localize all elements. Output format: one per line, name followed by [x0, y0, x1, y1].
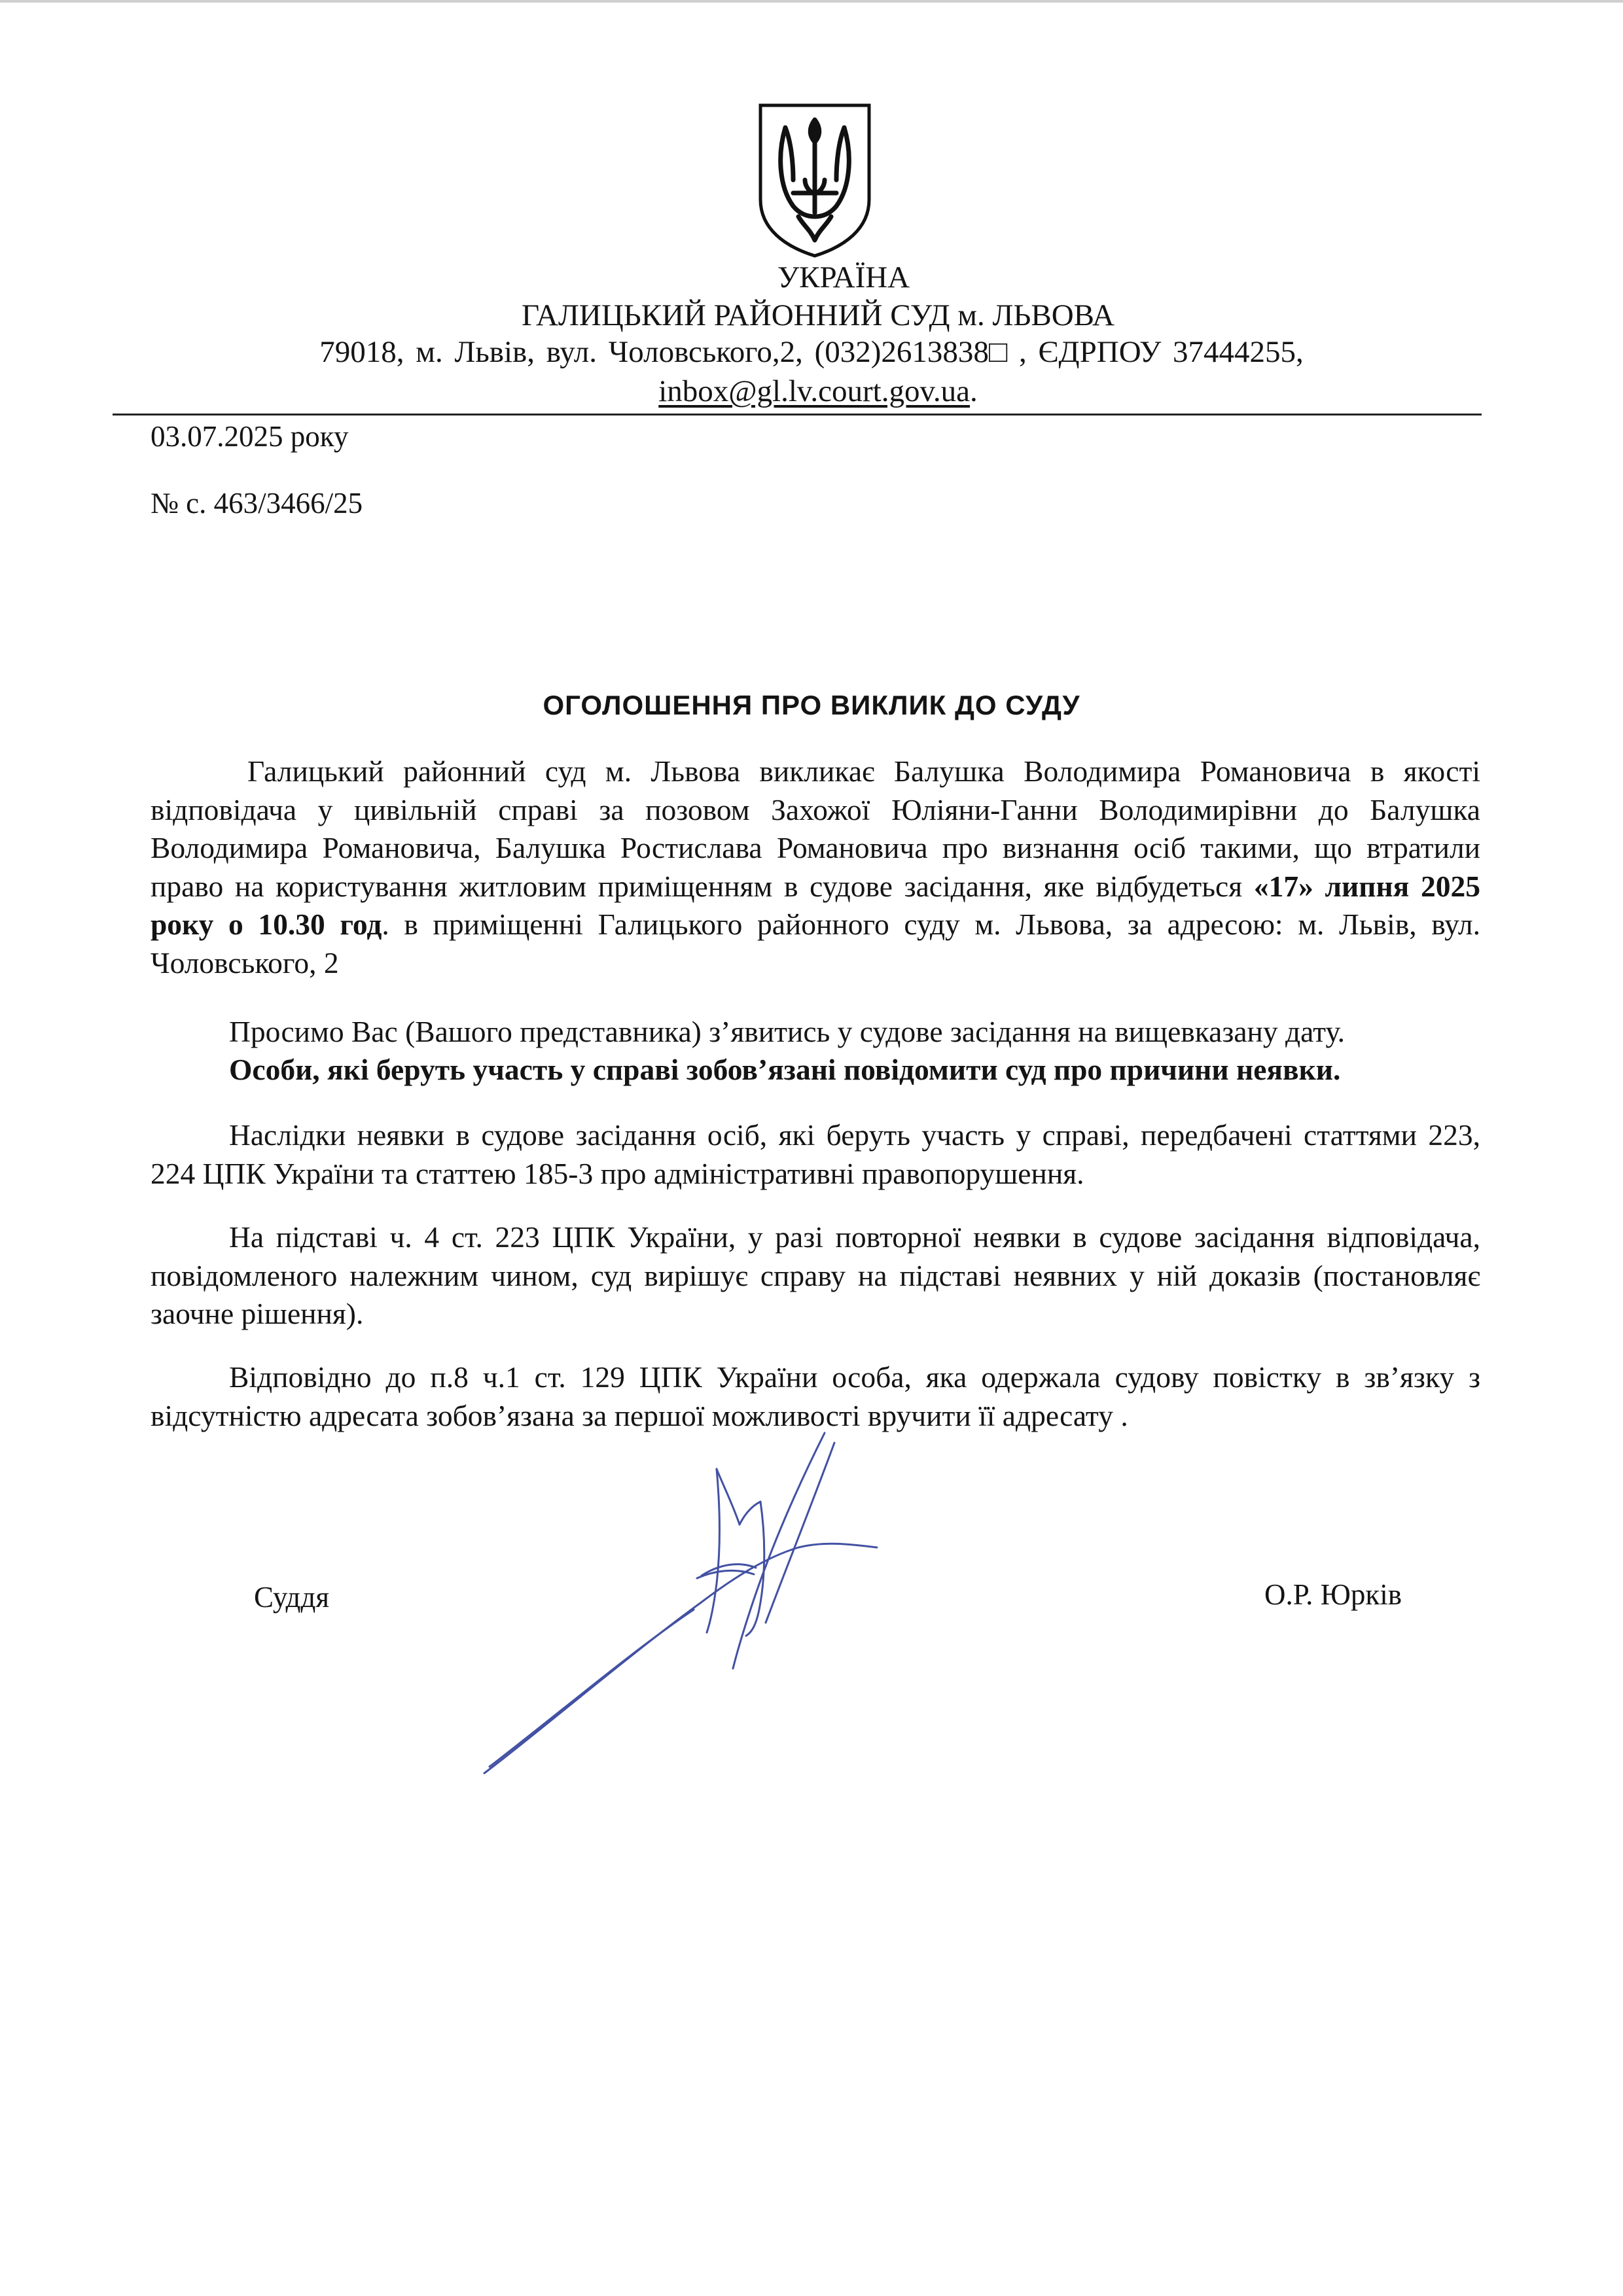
- document-number: № с. 463/3466/25: [151, 487, 363, 520]
- email-link[interactable]: inbox@gl.lv.court.gov.ua: [658, 374, 971, 408]
- court-name: ГАЛИЦЬКИЙ РАЙОННИЙ СУД м. ЛЬВОВА: [522, 298, 1115, 332]
- paragraph-default-judgment: На підставі ч. 4 ст. 223 ЦПК України, у разі повторної неявки в судове засідання відповідача, повідомленого належним чином, суд вирішує справу на підставі неявних у ній доказів (постановляє заочне рішення).: [151, 1220, 1480, 1330]
- handwritten-signature: [458, 1407, 982, 1799]
- paragraph-summons-text-b: . в приміщенні Галицького районного суду м. Львова, за адресою: м. Львів, вул. Чоловського, 2: [151, 908, 1480, 980]
- paragraph-summons: [151, 752, 1480, 982]
- document-title: ОГОЛОШЕННЯ ПРО ВИКЛИК ДО СУДУ: [543, 690, 1080, 720]
- hearing-datetime: «17» липня 2025 року о 10.30 год: [151, 869, 1480, 941]
- paragraph-consequences: Наслідки неявки в судове засідання осіб, які беруть участь у справі, передбачені статтями 223, 224 ЦПК України та статтею 185-3 про адміністративні правопорушення.: [151, 1118, 1480, 1190]
- email-suffix: .: [970, 374, 978, 408]
- paragraph-summons-text-a: Галицький районний суд м. Львова викликає Балушка Володимира Романовича в якості відповідача у цивільній справі за позовом Захожої Юліяни-Ганни Володимирівни до Балушка Володимира Романовича, Балушка Ростислава Романовича про визнання осіб такими, що втратили право на користування житловим приміщенням в судове засідання, яке відбудеться: [151, 754, 1480, 903]
- header-divider: [113, 414, 1482, 415]
- paragraph-obligation: Особи, які беруть участь у справі зобов’язані повідомити суд про причини неявки.: [229, 1053, 1341, 1086]
- email-line: [7, 373, 1623, 410]
- ukraine-coat-of-arms-icon: [753, 101, 877, 258]
- signer-name: О.Р. Юрків: [1264, 1578, 1402, 1611]
- country-name: УКРАЇНА: [777, 260, 910, 294]
- court-address: 79018, м. Львів, вул. Чоловського,2, (032)2613838□ , ЄДРПОУ 37444255,: [319, 335, 1304, 369]
- paragraph-delivery: Відповідно до п.8 ч.1 ст. 129 ЦПК України особа, яка одержала судову повістку в зв’язку з відсутністю адресата зобов’язана за першої можливості вручити її адресату .: [151, 1360, 1480, 1432]
- document-date: 03.07.2025 року: [151, 420, 349, 453]
- scan-top-edge: [0, 0, 1623, 3]
- paragraph-request: Просимо Вас (Вашого представника) з’явитись у судове засідання на вищевказану дату.: [229, 1015, 1346, 1048]
- signer-role: Суддя: [254, 1581, 330, 1614]
